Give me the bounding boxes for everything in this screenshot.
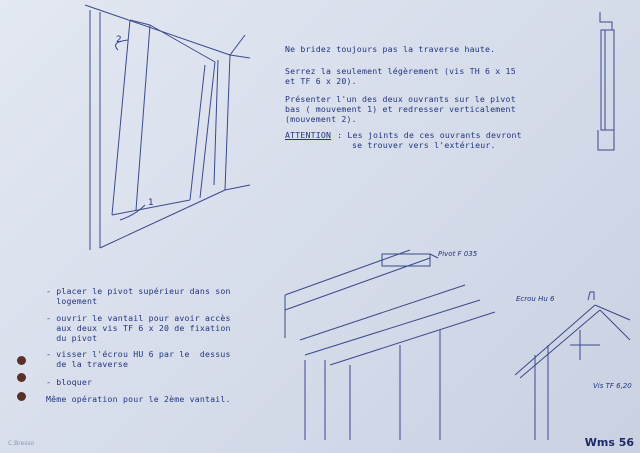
profile-section-drawing <box>598 12 614 150</box>
transom-assembly-drawing <box>285 250 495 440</box>
attention-text: : Les joints de ces ouvrants devront <box>332 130 522 140</box>
step-line: - bloquer <box>46 377 93 387</box>
step-line: Même opération pour le 2ème vantail. <box>46 394 231 404</box>
pivot-label: Pivot F 035 <box>438 250 478 258</box>
step-line: - ouvrir le vantail pour avoir accès <box>46 313 231 323</box>
attention-label: ATTENTION <box>285 130 332 140</box>
step-line: - placer le pivot supérieur dans son <box>46 286 231 296</box>
movement-2-label: 2 <box>116 35 122 45</box>
roof-detail-drawing <box>515 292 630 440</box>
step-line: logement <box>46 296 98 306</box>
corner-stamp: C.Bresso <box>8 440 35 447</box>
step-line: - visser l'écrou HU 6 par le dessus <box>46 349 231 359</box>
door-frame-drawing <box>85 5 250 250</box>
ecrou-label: Ecrou Hu 6 <box>516 295 555 303</box>
instruction-line: Serrez la seulement légèrement (vis TH 6 x 15 <box>285 66 516 76</box>
instruction-line: Présenter l'un des deux ouvrants sur le pivot <box>285 94 516 104</box>
step-line: de la traverse <box>46 359 129 369</box>
step-line: du pivot <box>46 333 98 343</box>
step-line: aux deux vis TF 6 x 20 de fixation <box>46 323 231 333</box>
attention-text: se trouver vers l'extérieur. <box>352 140 496 150</box>
instruction-line: et TF 6 x 20). <box>285 76 357 86</box>
page-number: Wms 56 <box>584 436 634 449</box>
vis-label: Vis TF 6,20 <box>593 382 632 390</box>
instruction-line: bas ( mouvement 1) et redresser verticalement <box>285 104 516 114</box>
movement-1-label: 1 <box>148 198 154 208</box>
instruction-line: (mouvement 2). <box>285 114 357 124</box>
instruction-line: Ne bridez toujours pas la traverse haute. <box>285 44 496 54</box>
